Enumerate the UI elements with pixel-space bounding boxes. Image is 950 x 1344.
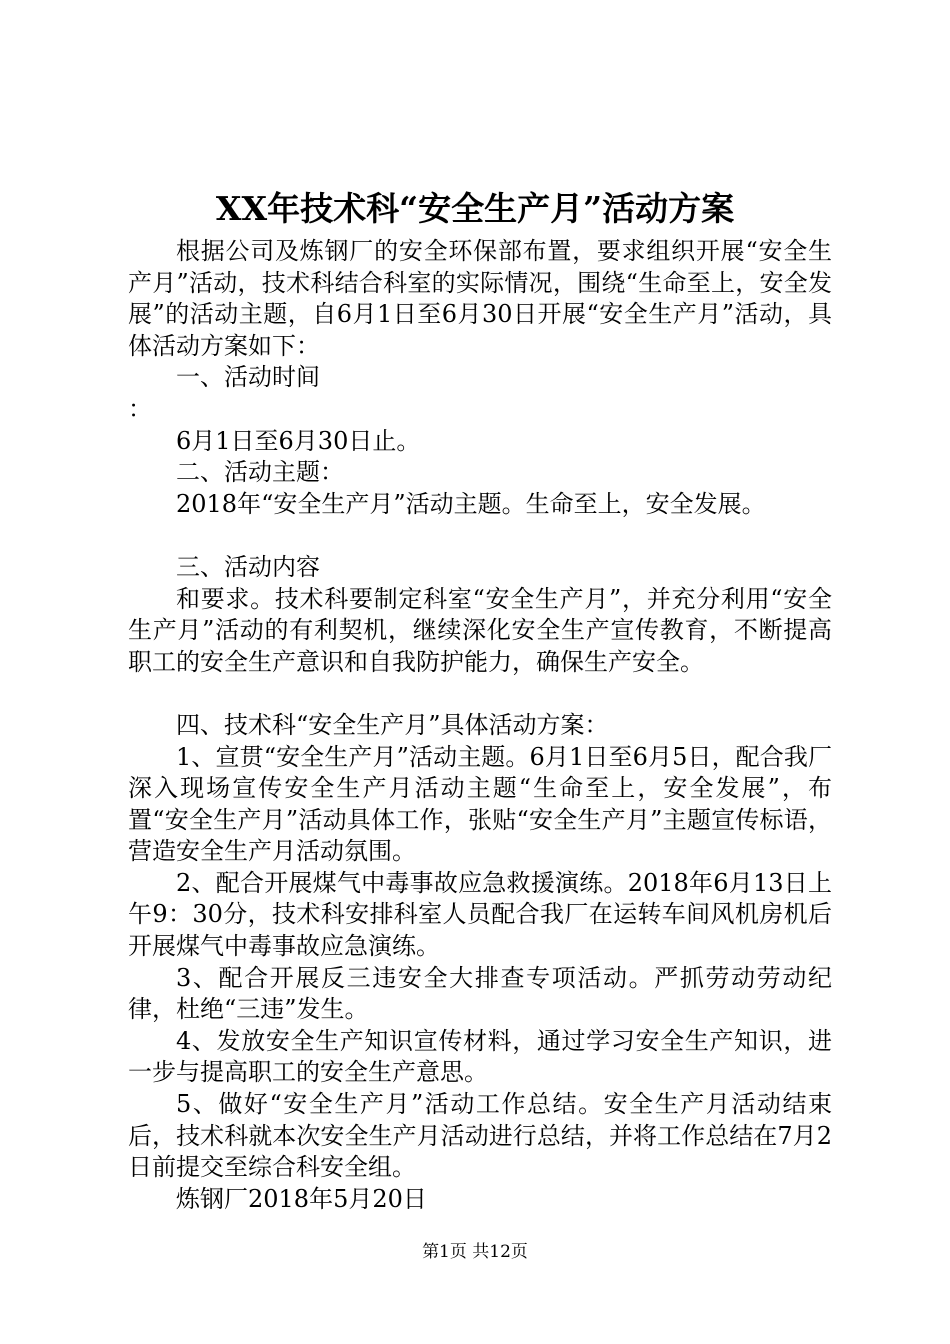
page-footer: 第1页 共12页: [422, 1242, 528, 1262]
paragraph-gap: [128, 520, 832, 552]
section-2-text: 2018年“安全生产月”活动主题。生命至上，安全发展。: [176, 489, 766, 518]
document-title: XX年技术科“安全生产月”活动方案: [215, 189, 735, 228]
intro-paragraph: 根据公司及炼钢厂的安全环保部布置，要求组织开展“安全生产月”活动，技术科结合科室的实际情况，围绕“生命至上，安全发展”的活动主题，自6月1日至6月30日开展“安全生产月”活动，具体活动方案如下：: [128, 237, 832, 360]
section-3-heading: 三、活动内容: [176, 552, 320, 581]
section-1-text: 6月1日至6月30日止。: [176, 426, 421, 455]
plan-item-1: 1、宣贯“安全生产月”活动主题。6月1日至6月5日，配合我厂深入现场宣传安全生产月活动主题“生命至上，安全发展”，布置“安全生产月”活动具体工作，张贴“安全生产月”主题宣传标语，营造安全生产月活动氛围。: [128, 742, 832, 866]
plan-item-2: 2、配合开展煤气中毒事故应急救援演练。2018年6月13日上午9：30分，技术科安排科室人员配合我厂在运转车间风机房机后开展煤气中毒事故应急演练。: [128, 868, 832, 961]
plan-item-5: 5、做好“安全生产月”活动工作总结。安全生产月活动结束后，技术科就本次安全生产月活动进行总结，并将工作总结在7月2日前提交至综合科安全组。: [128, 1090, 832, 1182]
section-2-heading: 二、活动主题：: [176, 458, 344, 487]
plan-item-4: 4、发放安全生产知识宣传材料，通过学习安全生产知识，进一步与提高职工的安全生产意思。: [128, 1026, 832, 1087]
section-1-colon: ：: [128, 394, 152, 423]
plan-item-3: 3、配合开展反三违安全大排查专项活动。严抓劳动劳动纪律，杜绝“三违”发生。: [128, 963, 832, 1024]
section-3-text: 和要求。技术科要制定科室“安全生产月”，并充分利用“安全生产月”活动的有利契机，继续深化安全生产宣传教育，不断提高职工的安全生产意识和自我防护能力，确保生产安全。: [128, 584, 832, 676]
paragraph-gap: [128, 678, 832, 710]
document-body: [128, 236, 832, 1215]
section-4-heading: 四、技术科“安全生产月”具体活动方案：: [176, 710, 609, 739]
signature-line: 炼钢厂2018年5月20日: [176, 1184, 427, 1213]
section-1-heading: 一、活动时间: [176, 363, 320, 392]
